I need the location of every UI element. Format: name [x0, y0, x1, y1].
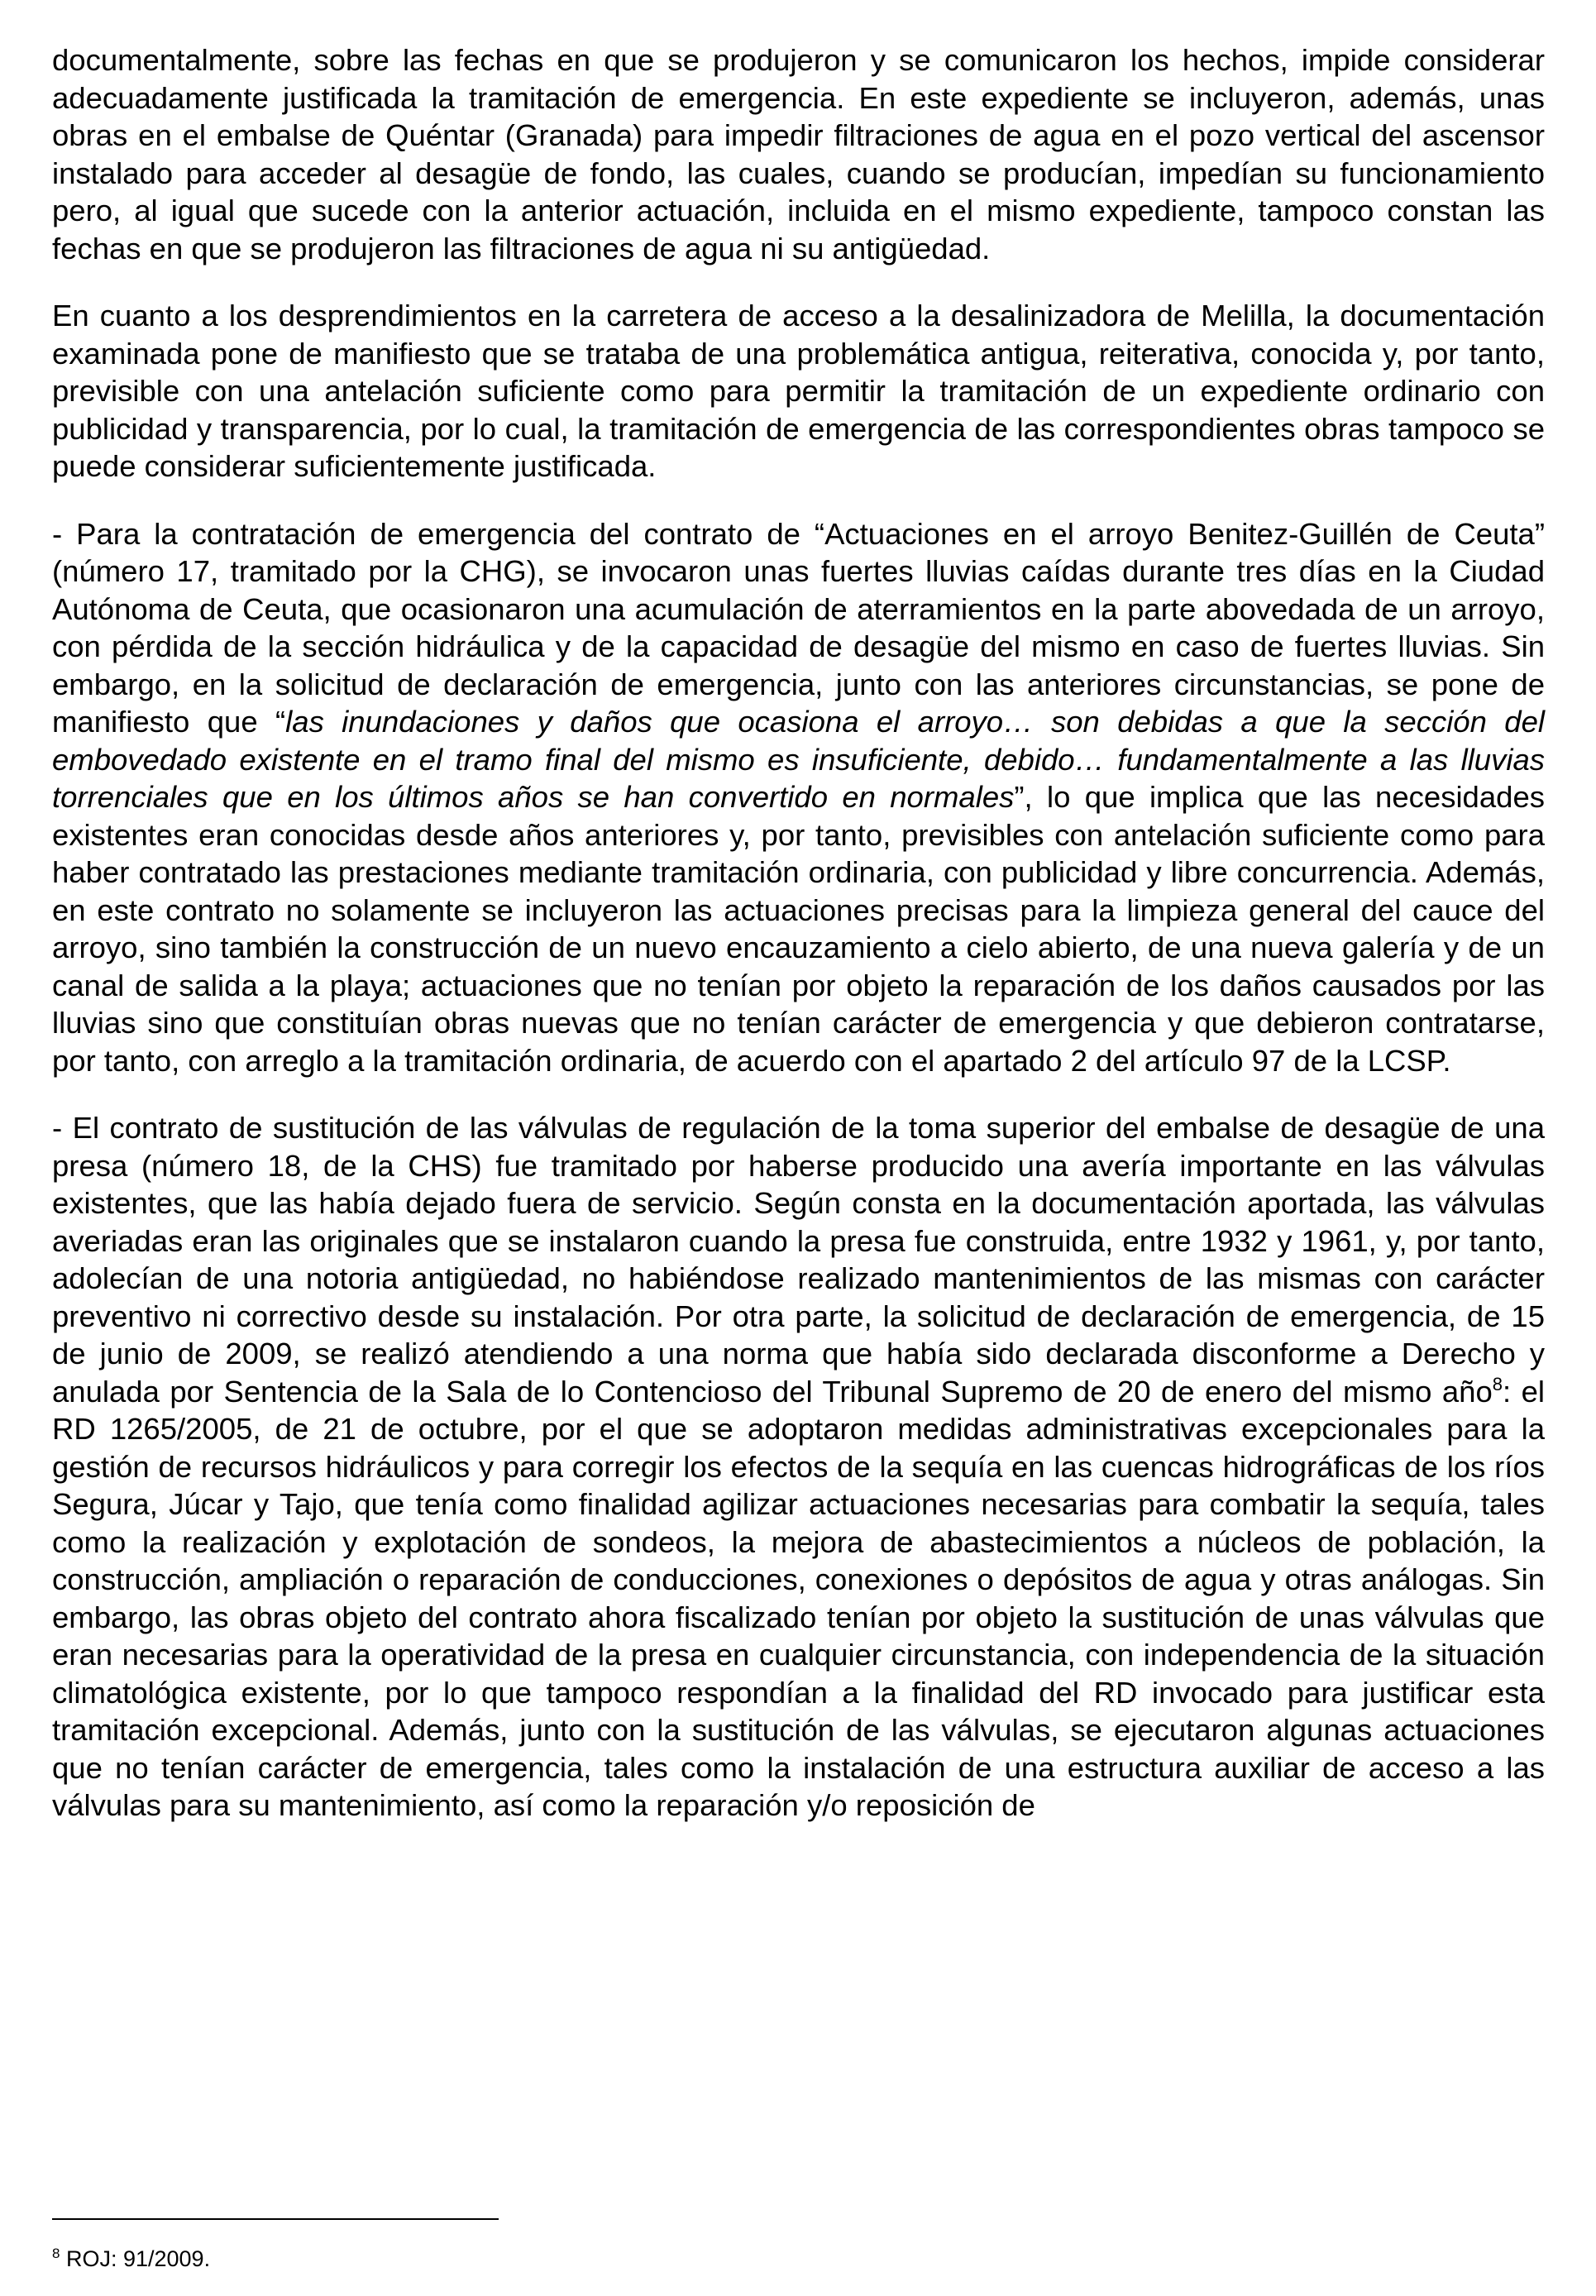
paragraph-valves-replacement	[52, 1109, 1545, 1825]
paragraph-text: ”, lo que implica que las necesidades existentes eran conocidas desde años anteriores y, por tanto, previsibles con antelación suficiente como para haber contratado las prestaciones mediante tramitación ordinaria, con publicidad y libre concurrencia. Además, en este contrato no solamente se incluyeron las actuaciones precisas para la limpieza general del cauce del arroyo, sino también la construcción de un nuevo encauzamiento a cielo abierto, de una nueva galería y de un canal de salida a la playa; actuaciones que no tenían por objeto la reparación de los daños causados por las lluvias sino que constituían obras nuevas que no tenían carácter de emergencia y que debieron contratarse, por tanto, con arreglo a la tramitación ordinaria, de acuerdo con el apartado 2 del artículo 97 de la LCSP.	[52, 780, 1546, 1078]
paragraph-text: En cuanto a los desprendimientos en la carretera de acceso a la desalinizadora de Melilla, la documentación examinada pone de manifiesto que se trataba de una problemática antigua, reiterativa, conocida y, por tanto, previsible con una antelación suficiente como para permitir la tramitación de un expediente ordinario con publicidad y transparencia, por lo cual, la tramitación de emergencia de las correspondientes obras tampoco se puede considerar suficientemente justificada.	[52, 299, 1545, 483]
footnote-separator	[52, 2218, 499, 2220]
footnote-reference[interactable]: 8	[1492, 1373, 1503, 1394]
footnote-number: 8	[52, 2246, 60, 2261]
body-text	[52, 41, 1545, 1854]
paragraph-text: - El contrato de sustitución de las válvulas de regulación de la toma superior del embalse de desagüe de una presa (número 18, de la CHS) fue tramitado por haberse producido una avería importante en las válvulas existentes, que las había dejado fuera de servicio. Según consta en la documentación aportada, las válvulas averiadas eran las originales que se instalaron cuando la presa fue construida, entre 1932 y 1961, y, por tanto, adolecían de una notoria antigüedad, no habiéndose realizado mantenimientos de las mismas con carácter preventivo ni correctivo desde su instalación. Por otra parte, la solicitud de declaración de emergencia, de 15 de junio de 2009, se realizó atendiendo a una norma que había sido declarada disconforme a Derecho y anulada por Sentencia de la Sala de lo Contencioso del Tribunal Supremo de 20 de enero del mismo año	[52, 1111, 1545, 1409]
quoted-italic-text: las inundaciones y daños que ocasiona el arroyo… son debidas a que la sección del embovedado existente en el tramo final del mismo es insuficiente, debido… fundamentalmente a las lluvias torrenciales que en los últimos años se han convertido en normales	[52, 705, 1545, 814]
footnote	[52, 2246, 210, 2272]
paragraph-text: documentalmente, sobre las fechas en que se produjeron y se comunicaron los hechos, impide considerar adecuadamente justificada la tramitación de emergencia. En este expediente se incluyeron, además, unas obras en el embalse de Quéntar (Granada) para impedir filtraciones de agua en el pozo vertical del ascensor instalado para acceder al desagüe de fondo, las cuales, cuando se producían, impedían su funcionamiento pero, al igual que sucede con la anterior actuación, incluida en el mismo expediente, tampoco constan las fechas en que se produjeron las filtraciones de agua ni su antigüedad.	[52, 43, 1545, 265]
paragraph-text: : el RD 1265/2005, de 21 de octubre, por el que se adoptaron medidas administrativas excepcionales para la gestión de recursos hidráulicos y para corregir los efectos de la sequía en las cuencas hidrográficas de los ríos Segura, Júcar y Tajo, que tenía como finalidad agilizar actuaciones necesarias para combatir la sequía, tales como la realización y explotación de sondeos, la mejora de abastecimientos a núcleos de población, la construcción, ampliación o reparación de conducciones, conexiones o depósitos de agua y otras análogas. Sin embargo, las obras objeto del contrato ahora fiscalizado tenían por objeto la sustitución de unas válvulas que eran necesarias para la operatividad de la presa en cualquier circunstancia, con independencia de la situación climatológica existente, por lo que tampoco respondían a la finalidad del RD invocado para justificar esta tramitación excepcional. Además, junto con la sustitución de las válvulas, se ejecutaron algunas actuaciones que no tenían carácter de emergencia, tales como la instalación de una estructura auxiliar de acceso a las válvulas para su mantenimiento, así como la reparación y/o reposición de	[52, 1374, 1545, 1822]
paragraph-quentar-filtrations	[52, 41, 1545, 267]
footnote-text: ROJ: 91/2009.	[60, 2246, 211, 2271]
paragraph-text: - Para la contratación de emergencia del contrato de “Actuaciones en el arroyo Benitez-Guillén de Ceuta” (número 17, tramitado por la CHG), se invocaron unas fuertes lluvias caídas durante tres días en la Ciudad Autónoma de Ceuta, que ocasionaron una acumulación de aterramientos en la parte abovedada de un arroyo, con pérdida de la sección hidráulica y de la capacidad de desagüe del mismo en caso de fuertes lluvias. Sin embargo, en la solicitud de declaración de emergencia, junto con las anteriores circunstancias, se pone de manifiesto que “	[52, 516, 1545, 739]
paragraph-ceuta-arroyo	[52, 515, 1545, 1080]
paragraph-melilla-landslides	[52, 297, 1545, 486]
